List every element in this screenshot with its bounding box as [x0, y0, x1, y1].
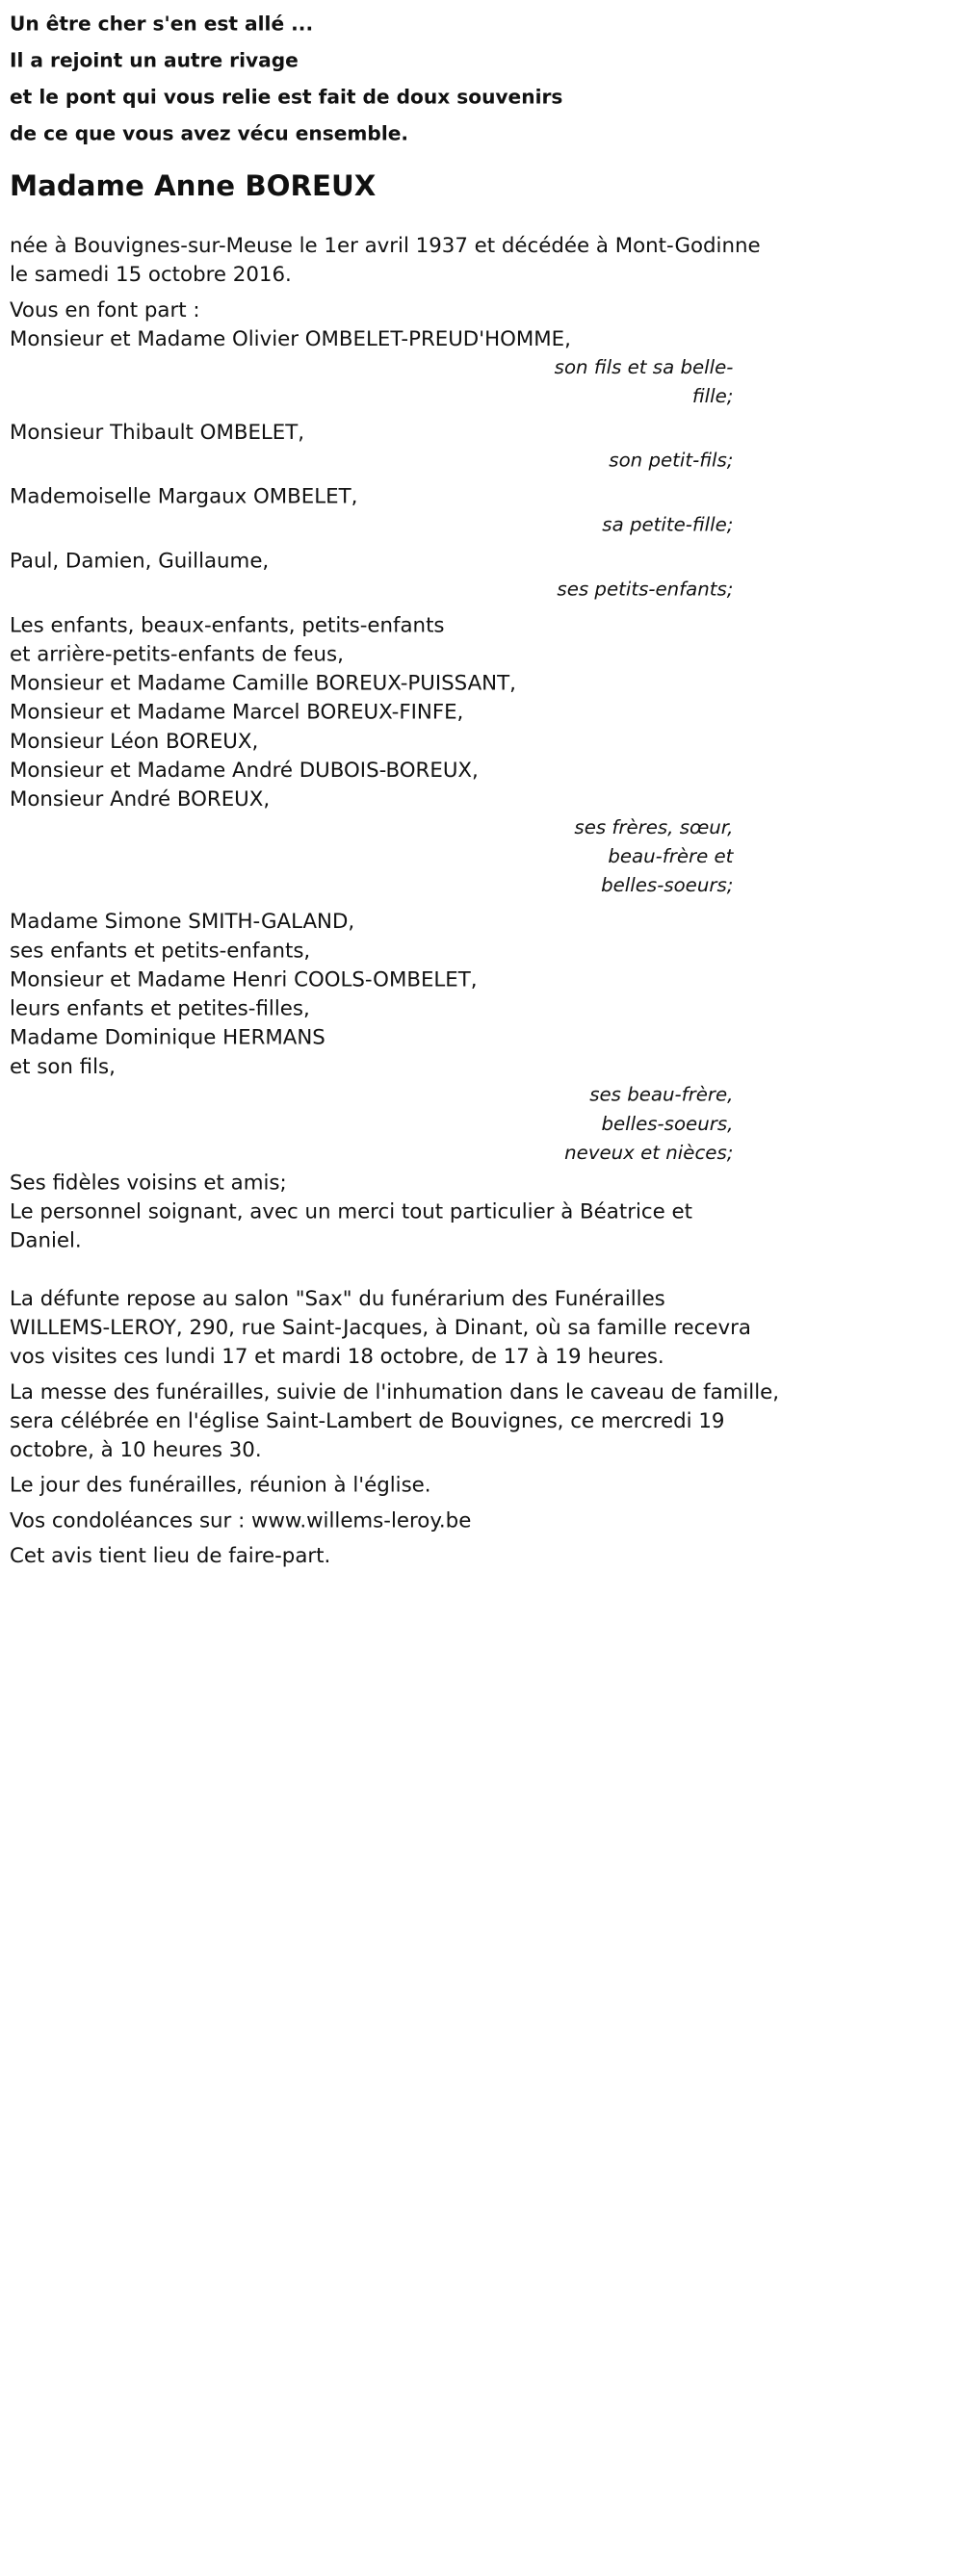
family-group — [10, 907, 733, 1168]
mass-line: sera célébrée en l'église Saint-Lambert de Bouvignes, ce mercredi 19 — [10, 1408, 725, 1433]
poem-line-2: Il a rejoint un autre rivage — [10, 49, 299, 72]
relation-line: neveux et nièces; — [564, 1141, 734, 1165]
family-name-line: Monsieur Thibault OMBELET, — [10, 420, 305, 445]
mass-paragraph — [10, 1378, 780, 1464]
birth-death-line-2: le samedi 15 octobre 2016. — [10, 262, 292, 287]
relation-line: ses frères, sœur, — [574, 815, 734, 839]
family-name-line: ses enfants et petits-enfants, — [10, 938, 311, 963]
relation-line: belles-soeurs, — [601, 1112, 734, 1135]
poem-line-3: et le pont qui vous relie est fait de doux souvenirs — [10, 86, 563, 109]
relation-line: fille; — [691, 384, 734, 408]
family-relation — [10, 813, 733, 900]
visitation-line: La défunte repose au salon "Sax" du funérarium des Funérailles — [10, 1286, 665, 1311]
friends-line: Ses fidèles voisins et amis; — [10, 1170, 287, 1195]
family-name-line: Monsieur et Madame Marcel BOREUX-FINFE, — [10, 700, 464, 724]
family-group — [10, 610, 733, 900]
family-name-line: et arrière-petits-enfants de feus, — [10, 641, 344, 666]
condolences-text: Vos condoléances sur : www.willems-leroy.be — [10, 1507, 472, 1533]
mass-line: octobre, à 10 heures 30. — [10, 1437, 262, 1462]
family-group — [10, 324, 733, 411]
family-name-line: Madame Simone SMITH-GALAND, — [10, 909, 355, 934]
birth-death-info — [10, 231, 761, 289]
relation-line: ses petits-enfants; — [557, 577, 734, 601]
visitation-paragraph — [10, 1284, 751, 1371]
friends-paragraph — [10, 1168, 733, 1254]
family-relation — [10, 1081, 733, 1168]
family-name-line: Madame Dominique HERMANS — [10, 1025, 325, 1049]
family-relation — [10, 575, 733, 604]
relation-line: belles-soeurs; — [601, 873, 734, 897]
family-relation — [10, 447, 733, 476]
visitation-line: WILLEMS-LEROY, 290, rue Saint-Jacques, à Dinant, où sa famille recevra — [10, 1315, 751, 1340]
friends-line: Le personnel soignant, avec un merci tout particulier à Béatrice et — [10, 1198, 692, 1224]
family-group — [10, 546, 733, 604]
family-name-line: Mademoiselle Margaux OMBELET, — [10, 484, 358, 508]
family-name-line: leurs enfants et petites-filles, — [10, 995, 310, 1020]
family-name-line: Monsieur et Madame Camille BOREUX-PUISSANT, — [10, 670, 516, 695]
family-name-line: Monsieur Léon BOREUX, — [10, 729, 259, 754]
family-name-line: Paul, Damien, Guillaume, — [10, 548, 270, 573]
family-relation — [10, 511, 733, 540]
family-name-line: Monsieur et Madame Henri COOLS-OMBELET, — [10, 966, 478, 992]
family-group — [10, 418, 733, 476]
obituary-page — [10, 0, 963, 2576]
family-relation — [10, 353, 733, 411]
family-name-line: Monsieur André BOREUX, — [10, 786, 271, 811]
deceased-name: Madame Anne BOREUX — [10, 169, 377, 203]
family-name-line: et son fils, — [10, 1054, 116, 1079]
obituary-column — [10, 7, 780, 1570]
friends-line: Daniel. — [10, 1227, 82, 1252]
family-group — [10, 481, 733, 539]
birth-death-line-1: née à Bouvignes-sur-Meuse le 1er avril 1937 et décédée à Mont-Godinne — [10, 233, 761, 258]
poem — [10, 7, 733, 153]
poem-line-4: de ce que vous avez vécu ensemble. — [10, 122, 409, 145]
family-name-line: Monsieur et Madame André DUBOIS-BOREUX, — [10, 758, 479, 783]
announcement-intro: Vous en font part : — [10, 297, 200, 322]
mass-line: La messe des funérailles, suivie de l'inhumation dans le caveau de famille, — [10, 1379, 780, 1404]
relation-line: sa petite-fille; — [602, 513, 734, 536]
relation-line: beau-frère et — [608, 844, 734, 868]
relation-line: son fils et sa belle- — [554, 355, 734, 378]
meeting-text: Le jour des funérailles, réunion à l'église. — [10, 1473, 431, 1497]
family-name-line: Monsieur et Madame Olivier OMBELET-PREUD'HOMME, — [10, 326, 571, 351]
notice-text: Cet avis tient lieu de faire-part. — [10, 1543, 331, 1568]
family-name-line: Les enfants, beaux-enfants, petits-enfants — [10, 612, 445, 637]
relation-line: son petit-fils; — [609, 449, 734, 472]
visitation-line: vos visites ces lundi 17 et mardi 18 octobre, de 17 à 19 heures. — [10, 1344, 664, 1369]
poem-line-1: Un être cher s'en est allé ... — [10, 13, 314, 36]
relation-line: ses beau-frère, — [589, 1083, 734, 1106]
